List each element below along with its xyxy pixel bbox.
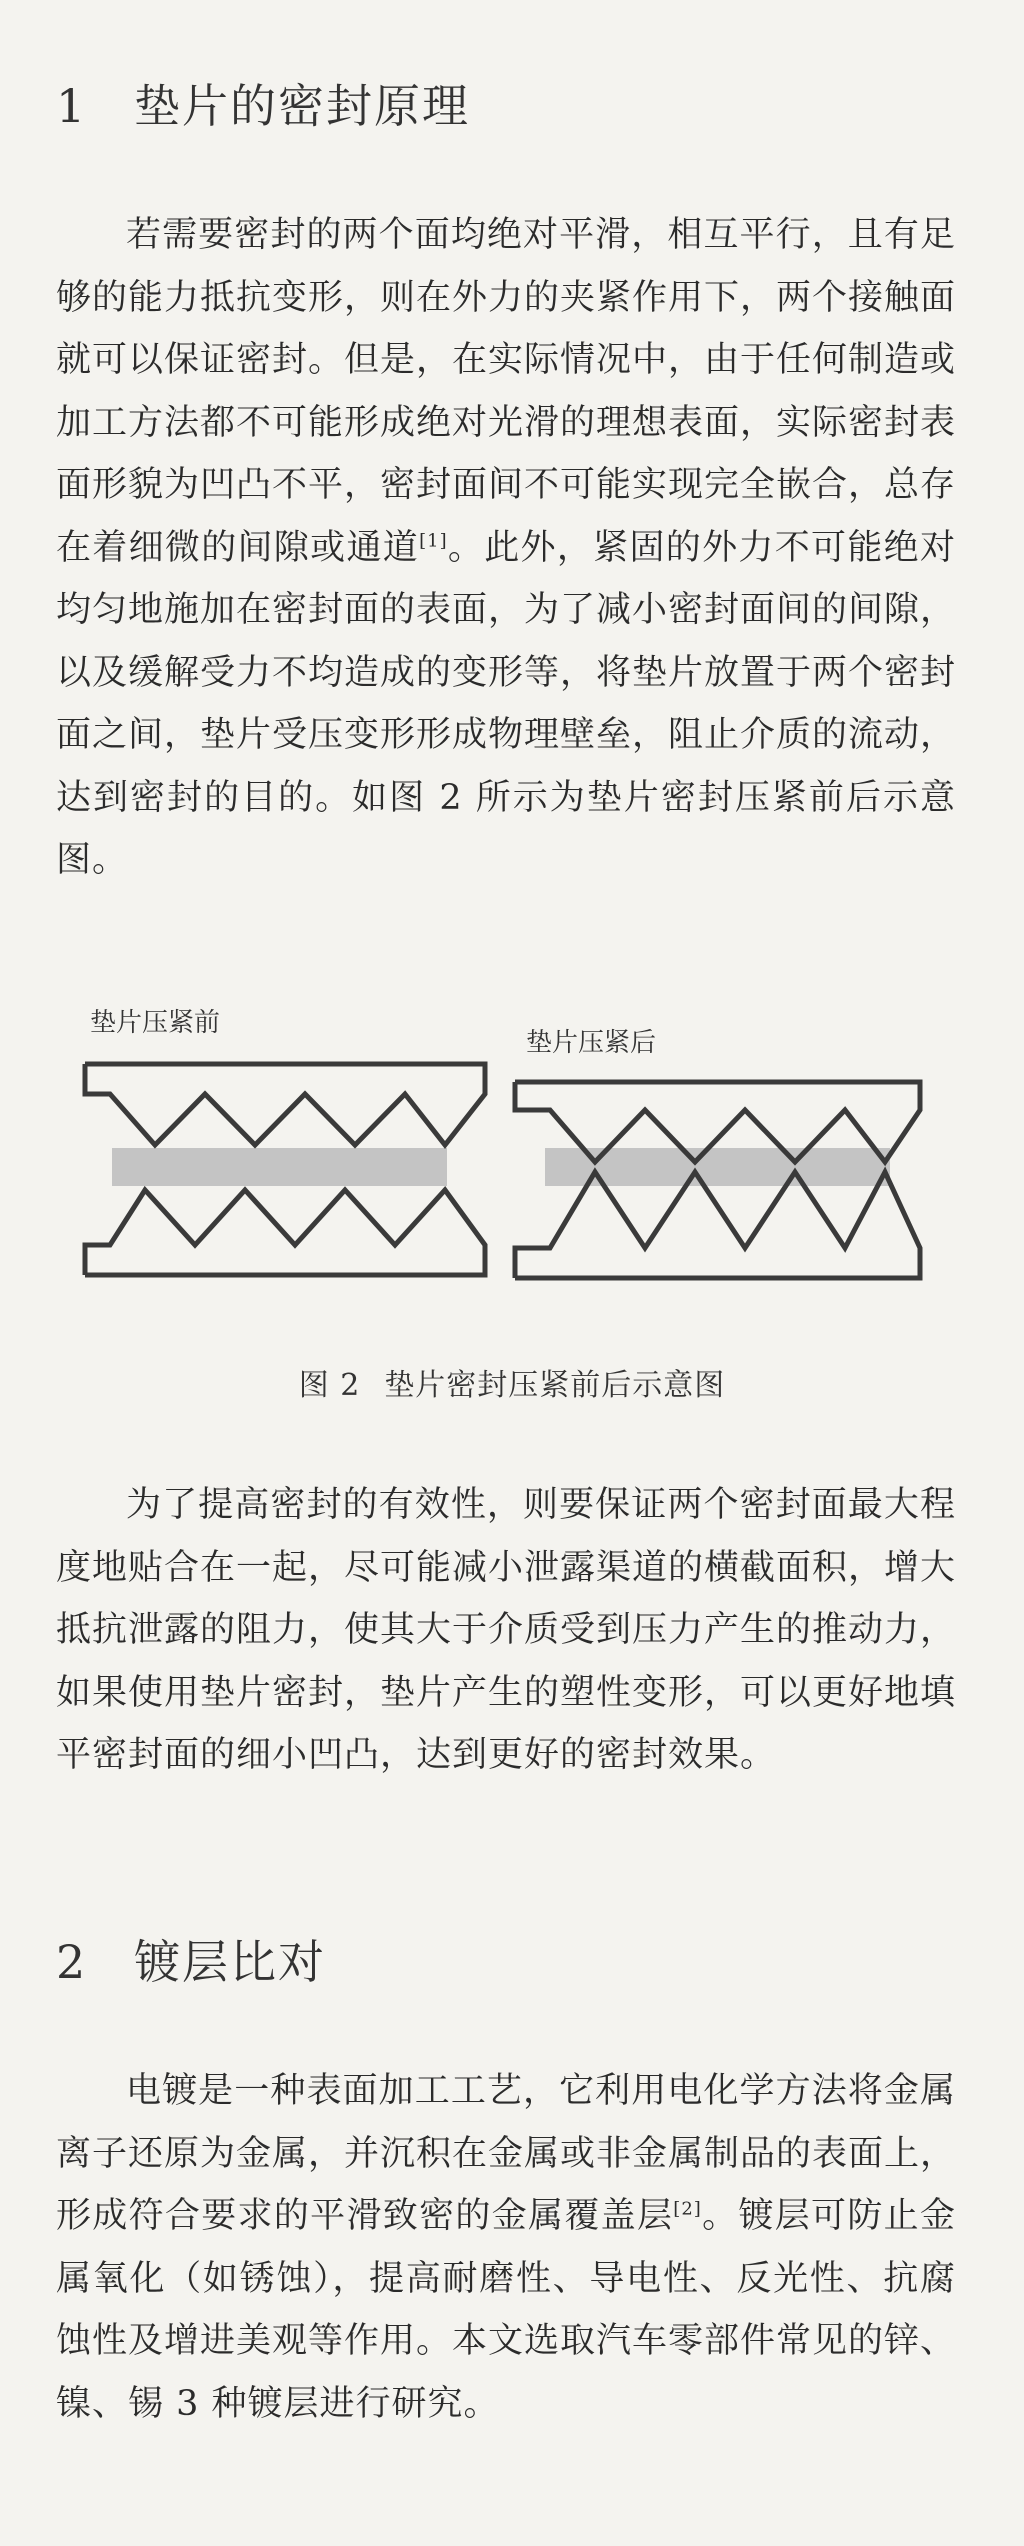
section-2-number: 2: [56, 1935, 88, 1989]
section-1-paragraph-1: [56, 204, 956, 892]
figure-2-caption-number: 图 2: [298, 1368, 361, 1403]
section-2-paragraph-1-text-b: 。镀层可防止金属氧化（如锈蚀），提高耐磨性、导电性、反光性、抗腐蚀性及增进美观等作用。本文选取汽车零部件常见的锌、镍、锡 3 种镀层进行研究。: [56, 2196, 957, 2424]
figure-2-caption: [0, 1360, 1024, 1404]
section-2-title: 镀层比对: [134, 1935, 326, 1989]
section-1-paragraph-2: 为了提高密封的有效性，则要保证两个密封面最大程度地贴合在一起，尽可能减小泄露渠道的横截面积，增大抵抗泄露的阻力，使其大于介质受到压力产生的推动力，如果使用垫片密封，垫片产生的塑性变形，可以更好地填平密封面的细小凹凸，达到更好的密封效果。: [56, 1485, 957, 1775]
section-2-heading: [56, 1926, 326, 1992]
citation-ref-2: [2]: [673, 2198, 702, 2220]
figure-label-after: 垫片压紧后: [526, 1028, 657, 1058]
figure-label-before: 垫片压紧前: [90, 1008, 221, 1038]
citation-ref-1: [1]: [419, 529, 448, 551]
gasket-diagram: [60, 1000, 960, 1300]
diagram-before-compression: [85, 1064, 485, 1275]
section-2-paragraph-1: [56, 2060, 956, 2435]
lower-flange-before: [85, 1190, 485, 1275]
section-1-paragraph-1-text-b: 。此外，紧固的外力不可能绝对均匀地施加在密封面的表面，为了减小密封面间的间隙，以及缓解受力不均造成的变形等，将垫片放置于两个密封面之间，垫片受压变形形成物理壁垒，阻止介质的流动，达到密封的目的。如图 2 所示为垫片密封压紧前后示意图。: [56, 527, 957, 880]
gasket-after: [545, 1148, 890, 1186]
section-1-title: 垫片的密封原理: [134, 79, 470, 133]
section-1-paragraph-1-text-a: 若需要密封的两个面均绝对平滑，相互平行，且有足够的能力抵抗变形，则在外力的夹紧作用下，两个接触面就可以保证密封。但是，在实际情况中，由于任何制造或加工方法都不可能形成绝对光滑的理想表面，实际密封表面形貌为凹凸不平，密封面间不可能实现完全嵌合，总存在着细微的间隙或通道: [56, 215, 957, 568]
figure-2-caption-text: 垫片密封压紧前后示意图: [384, 1368, 726, 1403]
upper-flange-before: [85, 1064, 485, 1145]
gasket-before: [112, 1148, 447, 1186]
section-2-paragraph-1-text-a: 电镀是一种表面加工工艺，它利用电化学方法将金属离子还原为金属，并沉积在金属或非金属制品的表面上，形成符合要求的平滑致密的金属覆盖层: [56, 2071, 957, 2236]
figure-2: [60, 1000, 960, 1330]
diagram-after-compression: [515, 1082, 920, 1278]
lower-flange-after: [515, 1172, 920, 1278]
section-1-number: 1: [56, 79, 88, 133]
section-1-heading: [56, 70, 470, 136]
